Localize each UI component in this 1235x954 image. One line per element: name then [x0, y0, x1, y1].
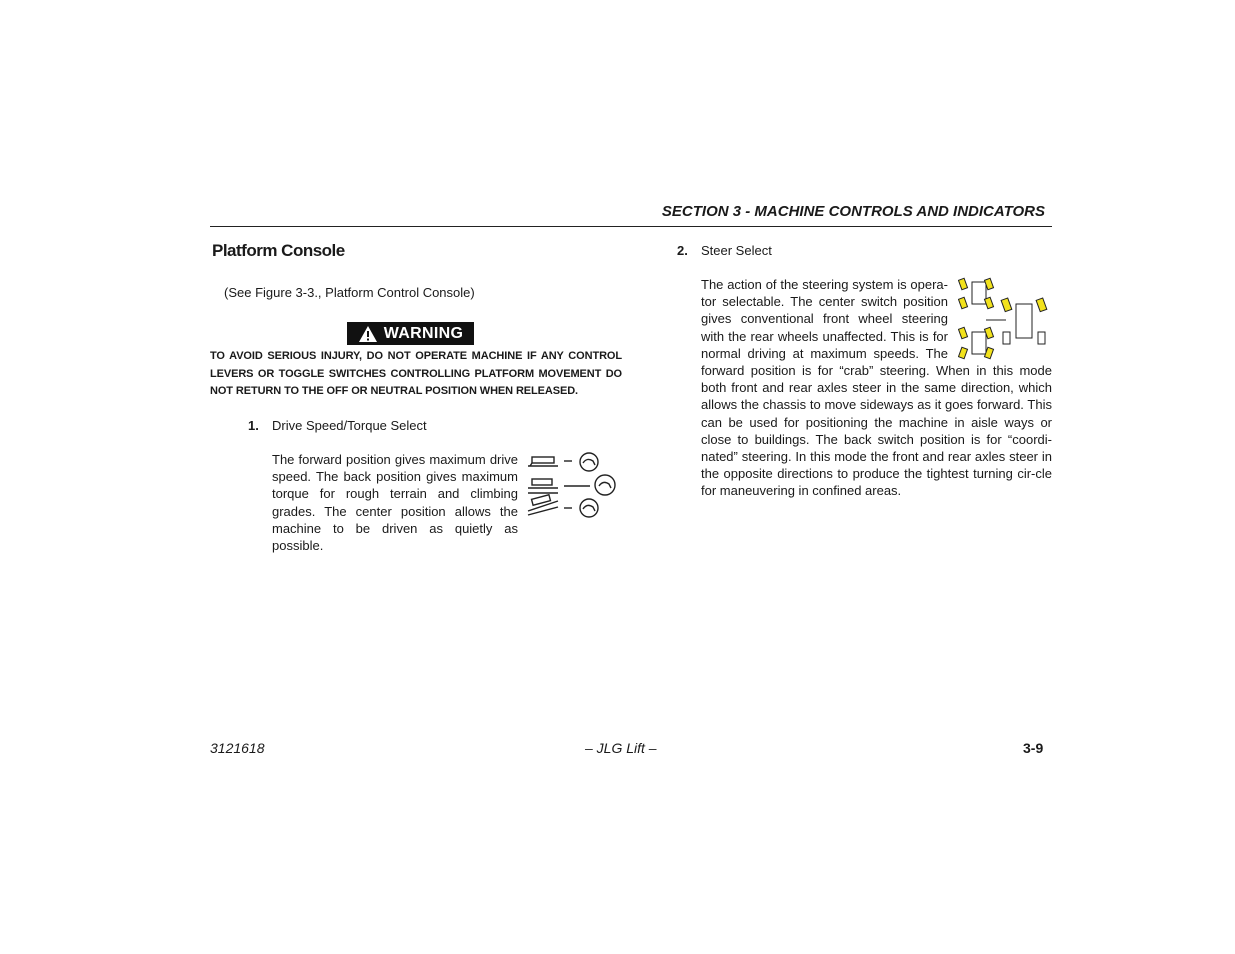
item-description: The forward position gives maximum drive speed. The back position gives maximum torque for rough terrain and climbing grades. The center position allows the machine to be driven as quietly as possible. — [272, 452, 518, 554]
page-number: 3-9 — [1023, 740, 1044, 756]
item-title: Steer Select — [701, 243, 772, 258]
document-number: 3121618 — [210, 740, 265, 756]
warning-label: WARNING — [383, 324, 464, 342]
item-description-block — [272, 451, 622, 554]
figure-reference: (See Figure 3-3., Platform Control Console) — [224, 285, 475, 300]
header-divider — [210, 226, 1052, 227]
section-header-title: SECTION 3 - MACHINE CONTROLS AND INDICATORS — [661, 203, 1045, 220]
item-description-block — [701, 276, 1052, 500]
item-description: The action of the steering system is opera-tor selectable. The center switch position gives conventional front wheel steering with the rear wheels unaffected. This is for normal driving at maximum speeds. The forward position is for “crab” steering. When in this mode both front and rear axles steer in the same direction, which allows the chassis to move sideways as it goes forward. This can be used for positioning the machine in aisle ways or close to buildings. The back switch position is for “coordi-nated” steering. In this mode the front and rear axles steer in the opposite directions to produce the tightest turning cir-cle for maneuvering in confined areas. — [701, 277, 1052, 499]
footer-brand: – JLG Lift – — [585, 740, 657, 756]
warning-text: TO AVOID SERIOUS INJURY, DO NOT OPERATE MACHINE IF ANY CONTROL LEVERS OR TOGGLE SWITCHES CONTROLLING PLATFORM MOVEMENT DO NOT RETURN TO THE OFF OR NEUTRAL POSITION WHEN RELEASED. — [210, 350, 622, 397]
warning-triangle-icon — [358, 325, 378, 343]
steer-select-icon — [958, 276, 1052, 362]
item-number: 1. — [248, 418, 259, 433]
page-title: Platform Console — [212, 241, 345, 260]
warning-banner — [347, 322, 474, 345]
drive-speed-torque-icon — [526, 451, 622, 521]
item-title: Drive Speed/Torque Select — [272, 418, 427, 433]
item-number: 2. — [677, 243, 688, 258]
